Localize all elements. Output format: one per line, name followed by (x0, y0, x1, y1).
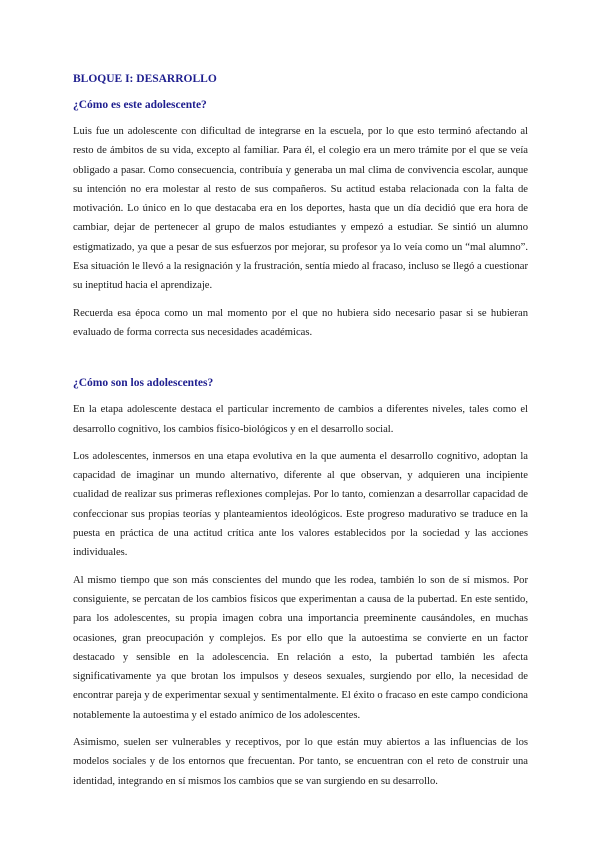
section-heading-adolescents: ¿Cómo son los adolescentes? (73, 377, 214, 390)
paragraph: Asimismo, suelen ser vulnerables y receptivos, por lo que están muy abiertos a las influencias de los modelos sociales y de los entornos que frecuentan. Por tanto, se encuentran con el reto de construir una identidad, integrando en sí mismos los cambios que se van surgiendo en su desarrollo. (73, 737, 528, 787)
paragraph: Los adolescentes, inmersos en una etapa evolutiva en la que aumenta el desarrollo cognitivo, adoptan la capacidad de imaginar un mundo alternativo, diferente al que observan, y adquieren una incipiente cualidad de realizar sus primeras reflexiones complejas. Por lo tanto, comienzan a desarrollar capacidad de confeccionar sus propias teorías y planteamientos ideológicos. Este progreso madurativo se traduce en la puesta en práctica de una actitud crítica ante los valores establecidos por la sociedad y las acciones individuales. (73, 450, 528, 559)
paragraph: Luis fue un adolescente con dificultad de integrarse en la escuela, por lo que esto terminó afectando al resto de ámbitos de su vida, excepto al familiar. Para él, el colegio era un mero trámite por el que se veía obligado a pasar. Como consecuencia, contribuía y generaba un mal clima de convivencia escolar, aunque su intención no era molestar al resto de sus compañeros. Su actitud estaba relacionada con la falta de motivación. Lo único en lo que destacaba era en los deportes, hasta que un día decidió que era hora de cambiar, dejar de pertenecer al grupo de malos estudiantes y empezó a estudiar. Se sintió un alumno estigmatizado, ya que a pesar de sus esfuerzos por mejorar, su profesor ya lo veía como un “mal alumno”. Esa situación le llevó a la resignación y la frustración, sentía miedo al fracaso, incluso se llegó a cuestionar su ineptitud hacia el aprendizaje. (73, 126, 528, 292)
section-heading-adolescent: ¿Cómo es este adolescente? (73, 99, 207, 111)
block-title: BLOQUE I: DESARROLLO (73, 73, 217, 85)
section-spacer (73, 350, 528, 376)
paragraph: Al mismo tiempo que son más conscientes del mundo que les rodea, también lo son de sí mismos. Por consiguiente, se percatan de los cambios físicos que experimentan a causa de la pubertad. En este sentido, para los adolescentes, su propia imagen cobra una importancia preeminente causándoles, en muchas ocasiones, gran preocupación y complejos. Es por ello que la autoestima se convierte en un factor destacado y sensible en la adolescencia. En relación a esto, la pubertad también les afecta significativamente ya que brotan los impulsos y deseos sexuales, surgiendo por ello, la necesidad de encontrar pareja y de experimentar sexual y sentimentalmente. El éxito o fracaso en este campo condiciona notablemente la autoestima y el estado anímico de los adolescentes. (73, 574, 528, 721)
paragraph: Recuerda esa época como un mal momento por el que no hubiera sido necesario pasar si se hubieran evaluado de forma correcta sus necesidades académicas. (73, 307, 528, 338)
paragraph: En la etapa adolescente destaca el particular incremento de cambios a diferentes niveles, tales como el desarrollo cognitivo, los cambios físico-biológicos y en el desarrollo social. (73, 404, 528, 435)
